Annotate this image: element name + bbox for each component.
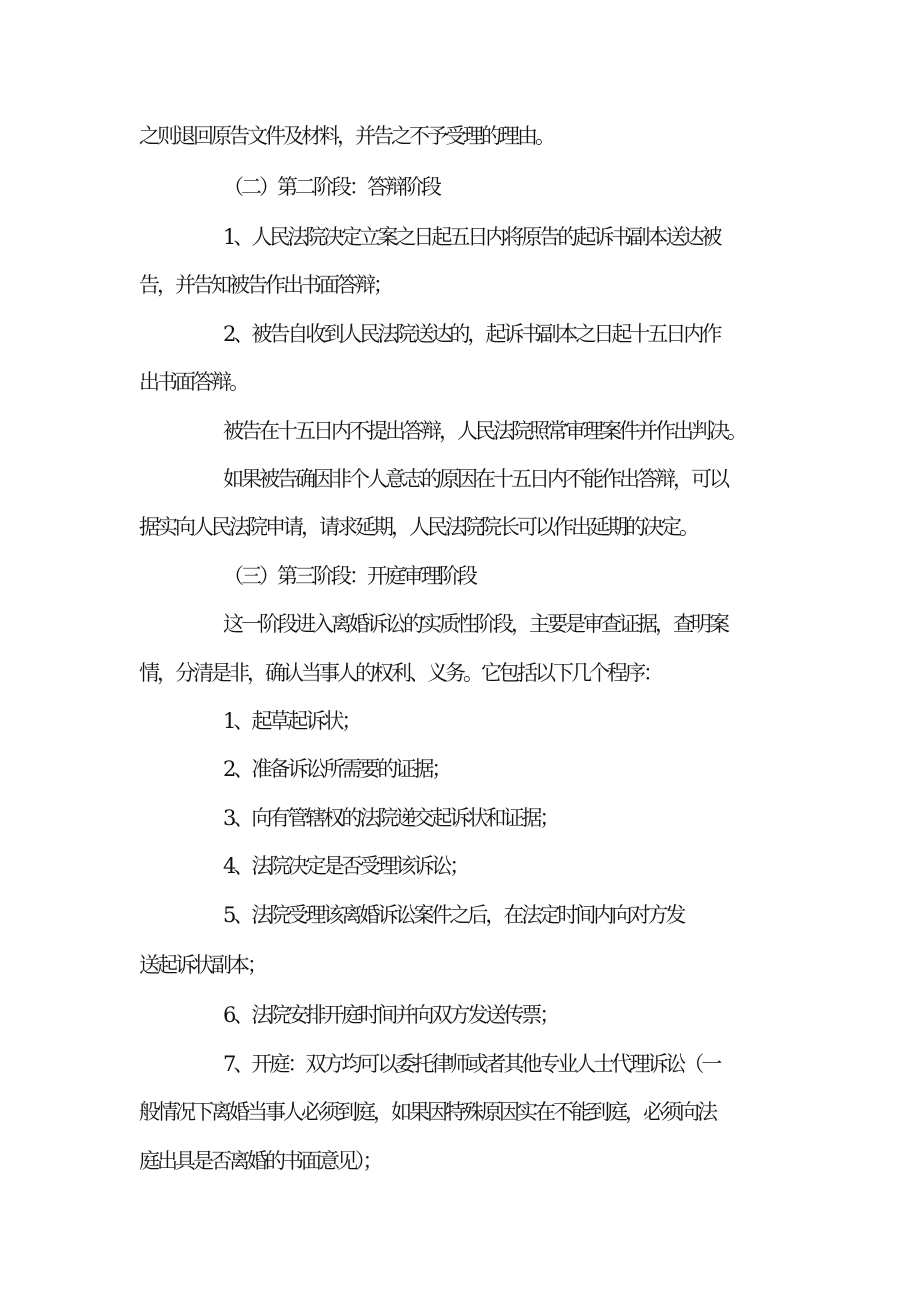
paragraph-line-11: 这一阶段进入离婚诉讼的实质性阶段，主要是审查证据，查明案 bbox=[223, 612, 727, 636]
list-item-3: 3、向有管辖权的法院递交起诉状和证据； bbox=[223, 806, 558, 830]
paragraph-line-5: 2、被告自收到人民法院送达的，起诉书副本之日起十五日内作 bbox=[223, 322, 720, 346]
paragraph-line-6: 出书面答辩。 bbox=[139, 370, 247, 394]
list-item-7-continued-1: 般情况下离婚当事人必须到庭，如果因特殊原因实在不能到庭，必须向法 bbox=[139, 1100, 715, 1124]
paragraph-line-3: 1、人民法院决定立案之日起五日内将原告的起诉书副本送达被 bbox=[223, 225, 720, 249]
list-item-7: 7、开庭：双方均可以委托律师或者其他专业人士代理诉讼（一 bbox=[223, 1052, 720, 1076]
list-item-6: 6、法院安排开庭时间并向双方发送传票； bbox=[223, 1003, 558, 1027]
list-item-5-continued: 送起诉状副本； bbox=[139, 953, 265, 977]
list-item-4: 4、法院决定是否受理该诉讼； bbox=[223, 854, 468, 878]
paragraph-line-8: 如果被告确因非个人意志的原因在十五日内不能作出答辩，可以 bbox=[223, 467, 727, 491]
paragraph-line-4: 告，并告知被告作出书面答辩； bbox=[139, 273, 391, 297]
list-item-7-continued-2: 庭出具是否离婚的书面意见）； bbox=[139, 1149, 381, 1173]
section-heading-3: （三）第三阶段：开庭审理阶段 bbox=[223, 564, 475, 588]
list-item-2: 2、准备诉讼所需要的证据； bbox=[223, 757, 450, 781]
list-item-1: 1、起草起诉状； bbox=[223, 709, 360, 733]
paragraph-line-1: 之则退回原告文件及材料，并告之不予受理的理由。 bbox=[139, 124, 553, 148]
paragraph-line-9: 据实向人民法院申请，请求延期，人民法院院长可以作出延期的决定。 bbox=[139, 515, 697, 539]
section-heading-2: （二）第二阶段：答辩阶段 bbox=[223, 175, 439, 199]
paragraph-line-7: 被告在十五日内不提出答辩，人民法院照常审理案件并作出判决。 bbox=[223, 419, 745, 443]
paragraph-line-12: 情，分清是非，确认当事人的权利、义务。它包括以下几个程序： bbox=[139, 661, 661, 685]
list-item-5: 5、法院受理该离婚诉讼案件之后，在法定时间内向对方发 bbox=[223, 903, 684, 927]
